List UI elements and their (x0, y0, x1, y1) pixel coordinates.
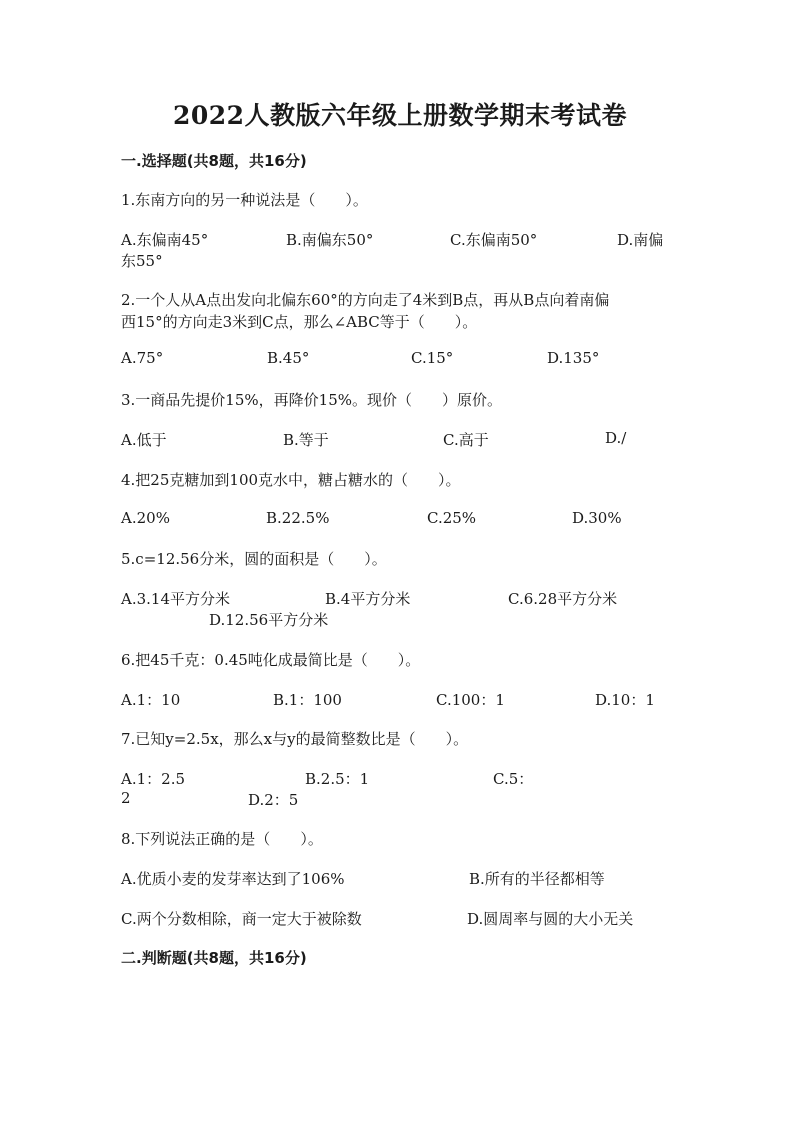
question-5-option-b: B.4平方分米 (325, 590, 411, 608)
question-8-option-d: D.圆周率与圆的大小无关 (467, 910, 634, 928)
question-6-option-b: B.1：100 (273, 691, 342, 709)
question-2-stem-line1: 2.一个人从A点出发向北偏东60°的方向走了4米到B点，再从B点向着南偏 (121, 291, 610, 309)
question-8-option-c: C.两个分数相除，商一定大于被除数 (121, 910, 362, 928)
question-8-stem: 8.下列说法正确的是（ ）。 (121, 830, 323, 848)
question-2-option-a: A.75° (121, 349, 164, 367)
question-6-option-d: D.10：1 (595, 691, 655, 709)
question-7-option-b: B.2.5：1 (305, 770, 370, 788)
question-1-option-a: A.东偏南45° (121, 231, 209, 249)
question-1-option-b: B.南偏东50° (286, 231, 374, 249)
question-1-option-d-wrap: 东55° (121, 252, 163, 270)
question-7-option-a: A.1：2.5 (121, 770, 185, 788)
question-2-option-d: D.135° (547, 349, 600, 367)
question-3-option-a: A.低于 (121, 431, 167, 449)
question-4-option-c: C.25% (427, 509, 477, 527)
question-8-option-b: B.所有的半径都相等 (469, 870, 605, 888)
question-6-stem: 6.把45千克：0.45吨化成最简比是（ ）。 (121, 651, 421, 669)
question-4-option-b: B.22.5% (266, 509, 330, 527)
question-4-option-d: D.30% (572, 509, 622, 527)
question-5-option-d: D.12.56平方分米 (209, 611, 329, 629)
question-1-option-c: C.东偏南50° (450, 231, 538, 249)
question-7-option-c-wrap: 2 (121, 789, 131, 807)
question-1-option-d: D.南偏 (617, 231, 664, 249)
question-4-option-a: A.20% (121, 509, 170, 527)
question-8-option-a: A.优质小麦的发芽率达到了106% (121, 870, 345, 888)
question-2-option-c: C.15° (411, 349, 454, 367)
question-3-stem: 3.一商品先提价15%，再降价15%。现价（ ）原价。 (121, 391, 502, 409)
question-6-option-c: C.100：1 (436, 691, 505, 709)
question-7-stem: 7.已知y=2.5x，那么x与y的最简整数比是（ ）。 (121, 730, 469, 748)
question-2-option-b: B.45° (267, 349, 310, 367)
section-heading-choice: 一.选择题(共8题，共16分) (121, 152, 307, 170)
question-6-option-a: A.1：10 (121, 691, 181, 709)
question-3-option-c: C.高于 (443, 431, 489, 449)
question-5-option-a: A.3.14平方分米 (121, 590, 230, 608)
question-4-stem: 4.把25克糖加到100克水中，糖占糖水的（ ）。 (121, 471, 461, 489)
question-3-option-b: B.等于 (283, 431, 329, 449)
section-heading-judgement: 二.判断题(共8题，共16分) (121, 949, 307, 967)
question-7-option-c: C.5： (493, 770, 534, 788)
page-title: 2022人教版六年级上册数学期末考试卷 (172, 101, 628, 130)
question-5-stem: 5.c=12.56分米，圆的面积是（ ）。 (121, 550, 387, 568)
question-3-option-d: D./ (605, 429, 627, 447)
question-1-stem: 1.东南方向的另一种说法是（ ）。 (121, 191, 368, 209)
question-2-stem-line2: 西15°的方向走3米到C点，那么∠ABC等于（ ）。 (121, 313, 478, 331)
question-7-option-d: D.2：5 (248, 791, 299, 809)
question-5-option-c: C.6.28平方分米 (508, 590, 618, 608)
